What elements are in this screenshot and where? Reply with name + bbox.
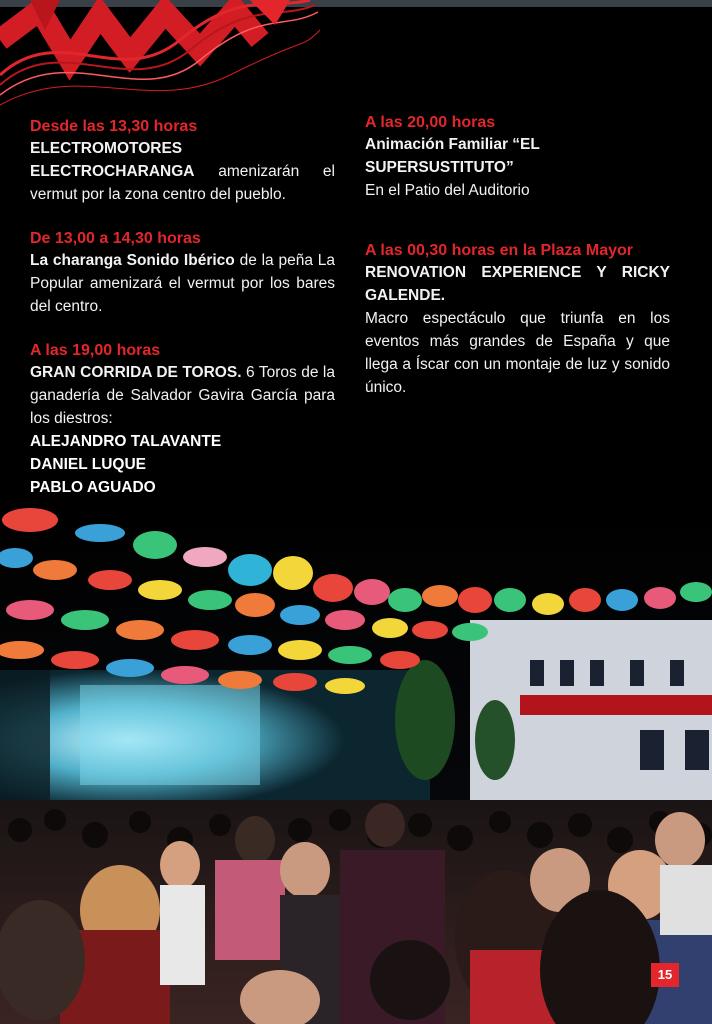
event-time: Desde las 13,30 horas: [30, 118, 198, 135]
event-title: La charanga Sonido Ibérico: [30, 252, 235, 269]
event-time: De 13,00 a 14,30 horas: [30, 230, 201, 247]
event-description: 6 Toros de la ganadería de Salvador Gavira García para los diestros:: [30, 364, 335, 427]
event-title: GRAN CORRIDA DE TOROS.: [30, 364, 242, 381]
left-column: [30, 116, 335, 521]
decorative-red-swoosh: [0, 0, 320, 115]
bullfighter-name: ALEJANDRO TALAVANTE: [30, 433, 222, 450]
event-description: de la peña La Popular amenizará el vermut por los bares del centro.: [30, 252, 336, 315]
event-time: A las 00,30 horas en la Plaza Mayor: [365, 242, 633, 259]
event-renovation: [365, 240, 670, 399]
event-supersustituto: [365, 112, 670, 202]
page-number-badge: 15: [651, 963, 679, 987]
event-title: RENOVATION EXPERIENCE Y RICKY GALENDE.: [365, 264, 670, 304]
event-time: A las 20,00 horas: [365, 114, 496, 131]
bullfighter-name: DANIEL LUQUE: [30, 456, 146, 473]
event-title-2: ELECTROCHARANGA: [30, 163, 195, 180]
event-time: A las 19,00 horas: [30, 342, 161, 359]
event-description: amenizarán el vermut por la zona centro del pueblo.: [30, 163, 335, 203]
event-charanga: [30, 228, 335, 318]
event-title: Animación Familiar “EL SUPERSUSTITUTO”: [365, 136, 540, 176]
plaza-crowd-photo: [0, 500, 712, 1024]
event-title: ELECTROMOTORES: [30, 140, 183, 157]
event-corrida: [30, 340, 335, 499]
bullfighter-name: PABLO AGUADO: [30, 479, 156, 496]
right-column: [365, 112, 670, 421]
event-electrocharanga: [30, 116, 335, 206]
event-description: En el Patio del Auditorio: [365, 182, 530, 199]
event-description: Macro espectáculo que triunfa en los eventos más grandes de España y que llega a Íscar con un montaje de luz y sonido único.: [365, 310, 670, 396]
